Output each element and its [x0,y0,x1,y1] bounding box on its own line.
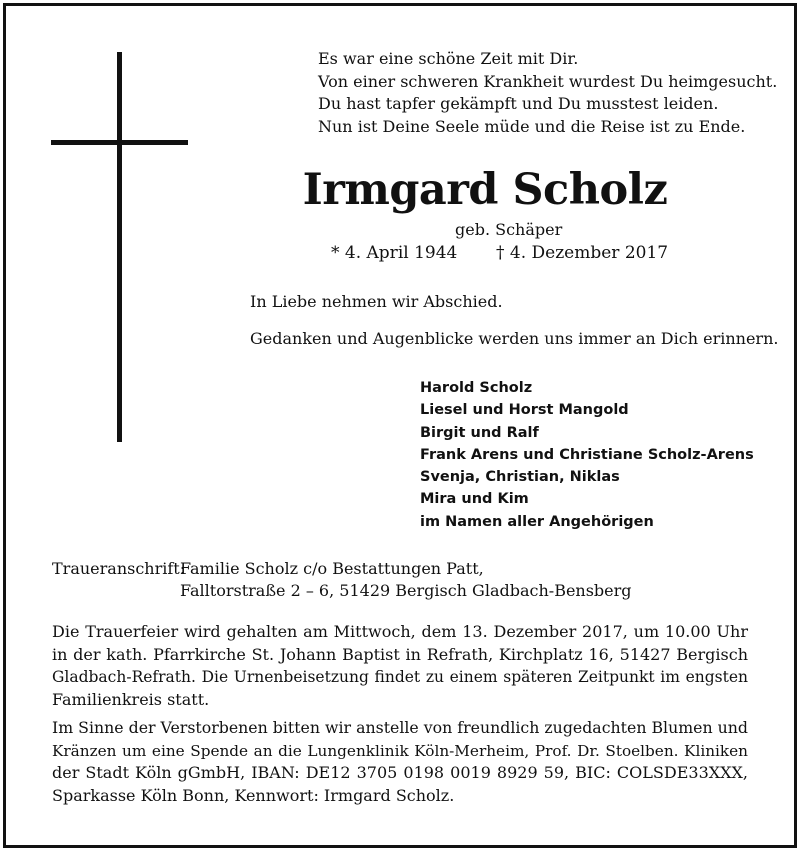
family-list [420,377,754,533]
family-member: Birgit und Ralf [420,424,539,441]
poem-line: Von einer schweren Krankheit wurdest Du heimgesucht. [318,71,778,91]
family-member: Mira und Kim [420,491,529,508]
family-member: Svenja, Christian, Niklas [420,469,620,486]
death-date: † 4. Dezember 2017 [496,243,669,263]
thoughts-text: Gedanken und Augenblicke werden uns immer an Dich erinnern. [250,329,779,348]
poem-line: Es war eine schöne Zeit mit Dir. [318,49,579,68]
ceremony-line: Gladbach-Refrath. Die Urnenbeisetzung findet zu einem späteren Zeitpunkt im engsten [52,668,748,686]
ceremony-line: Die Trauerfeier wird gehalten am Mittwoch, dem 13. Dezember 2017, um 10.00 Uhr [52,622,748,641]
poem [318,48,777,138]
family-member: im Namen aller Angehörigen [420,513,654,530]
poem-line: Nun ist Deine Seele müde und die Reise ist zu Ende. [318,116,746,136]
address-line: Familie Scholz c/o Bestattungen Patt, [180,559,484,578]
donation-paragraph [52,717,748,807]
cross-icon-bar [51,140,188,145]
donation-line: Kränzen um eine Spende an die Lungenklinik Köln-Merheim, Prof. Dr. Stoelben. Kliniken [52,741,748,760]
donation-line: Im Sinne der Verstorbenen bitten wir anstelle von freundlich zugedachten Blumen und [52,718,748,737]
family-member: Frank Arens und Christiane Scholz-Arens [420,446,754,463]
donation-line: der Stadt Köln gGmbH, IBAN: DE12 3705 0198 0019 8929 59, BIC: COLSDE33XXX, [52,763,748,782]
ceremony-paragraph [52,621,748,711]
birth-date: * 4. April 1944 [331,243,458,263]
ceremony-line: in der kath. Pfarrkirche St. Johann Baptist in Refrath, Kirchplatz 16, 51427 Bergisch [52,644,748,664]
farewell-text: In Liebe nehmen wir Abschied. [250,292,503,311]
family-member: Harold Scholz [420,380,533,396]
cross-icon [117,52,122,442]
poem-line: Du hast tapfer gekämpft und Du musstest leiden. [318,94,719,113]
address-label: Traueranschrift: [52,559,186,578]
ceremony-line: Familienkreis statt. [52,689,210,709]
family-member: Liesel und Horst Mangold [420,402,629,419]
address-line: Falltorstraße 2 – 6, 51429 Bergisch Gladbach-Bensberg [180,581,632,600]
donation-line: Sparkasse Köln Bonn, Kennwort: Irmgard Scholz. [52,785,455,805]
deceased-name: Irmgard Scholz [302,165,668,215]
born-name: geb. Schäper [455,220,563,239]
